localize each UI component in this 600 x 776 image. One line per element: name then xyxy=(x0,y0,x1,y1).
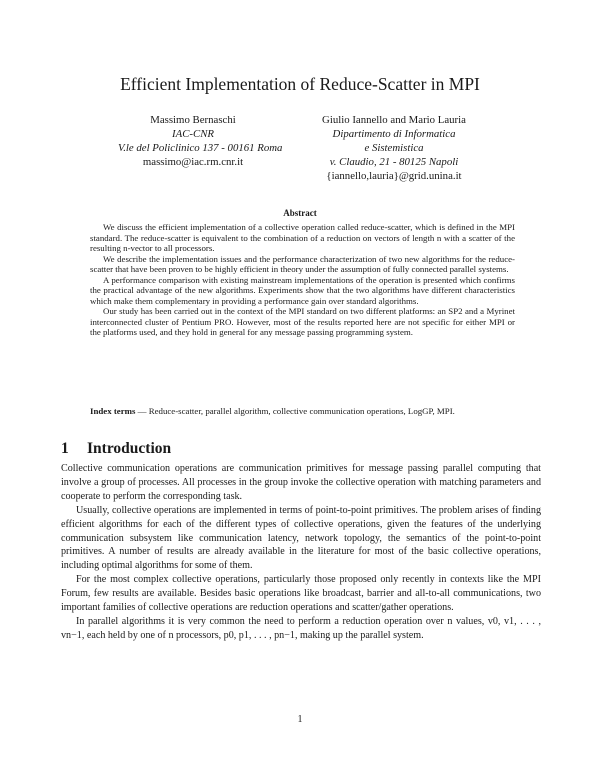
section-heading xyxy=(61,440,171,458)
body-paragraph: Collective communication operations are communication primitives for message passing parallel computing that involve a group of processes. All processes in the group invoke the collective operation with matching parameters and cooperate to perform the corresponding task. xyxy=(61,463,541,502)
body-paragraph: Usually, collective operations are implemented in terms of point-to-point primitives. The problem arises of finding efficient algorithms for each of the different types of collective operations, given the features of the underlying communication subsystem like communication latency, network topology, the semantics of the point-to-point primitives. A number of results are already available in the literature for most of the basic collective operations, including optimal algorithms for some of them. xyxy=(61,504,541,572)
abstract-paragraph: We discuss the efficient implementation of a collective operation called reduce-scatter, which is defined in the MPI standard. The reduce-scatter is equivalent to the combination of a reduction on vectors of length n with a scatter of the resulting n-vector to all processors. xyxy=(90,222,515,253)
abstract-heading: Abstract xyxy=(283,208,317,218)
abstract-paragraph: A performance comparison with existing mainstream implementations of the operation is presented which confirms the practical advantage of the new algorithms. Experiments show that the two algorithms have different characteristics which make them complementary in providing a performance gain over standard algorithms. xyxy=(90,274,515,306)
author-institution-line1: Dipartimento di Informatica xyxy=(332,128,456,140)
author-block-left xyxy=(118,113,283,169)
author-email: {iannello,lauria}@grid.unina.it xyxy=(326,170,462,182)
abstract-paragraph: We describe the implementation issues and the performance characterization of two new algorithms for the reduce-scatter that have been proven to be highly efficient in theory under the assumption of fully connected parallel systems. xyxy=(90,253,515,274)
author-institution-line2: e Sistemistica xyxy=(364,142,424,154)
author-email: massimo@iac.rm.cnr.it xyxy=(142,156,244,168)
paper-title: Efficient Implementation of Reduce-Scatter in MPI xyxy=(120,74,480,94)
index-terms-separator: — xyxy=(135,406,149,416)
author-name: Massimo Bernaschi xyxy=(150,114,236,126)
section-body xyxy=(61,462,541,643)
body-paragraph: In parallel algorithms it is very common the need to perform a reduction operation over n values, v0, v1, . . . , vn−1, each held by one of n processors, p0, p1, . . . , pn−1, making up the parallel system. xyxy=(61,615,541,641)
abstract-body xyxy=(90,222,515,338)
section-title: Introduction xyxy=(87,440,172,457)
index-terms-text: Reduce-scatter, parallel algorithm, collective communication operations, LogGP, MPI. xyxy=(148,406,455,416)
author-name: Giulio Iannello and Mario Lauria xyxy=(322,114,466,126)
body-paragraph: For the most complex collective operations, particularly those proposed only recently in contexts like the MPI Forum, few results are available. Besides basic operations like broadcast, barrier and all-to-all communications, two important families of collective operations are reduction operations and scatter/gather operations. xyxy=(61,574,541,614)
author-address: v. Claudio, 21 - 80125 Napoli xyxy=(329,156,459,168)
index-terms xyxy=(90,406,515,417)
section-number: 1 xyxy=(61,440,69,457)
abstract-paragraph: Our study has been carried out in the context of the MPI standard on two different platforms: an SP2 and a Myrinet interconnected cluster of Pentium PRO. However, most of the results reported here are not specific for either MPI or the platforms used, and they hold in general for any message passing programming system. xyxy=(90,306,515,337)
author-block-right xyxy=(306,113,482,183)
page-number: 1 xyxy=(297,714,303,725)
author-institution: IAC-CNR xyxy=(172,128,214,140)
author-address: V.le del Policlinico 137 - 00161 Roma xyxy=(118,142,283,154)
index-terms-label: Index terms xyxy=(90,406,136,416)
